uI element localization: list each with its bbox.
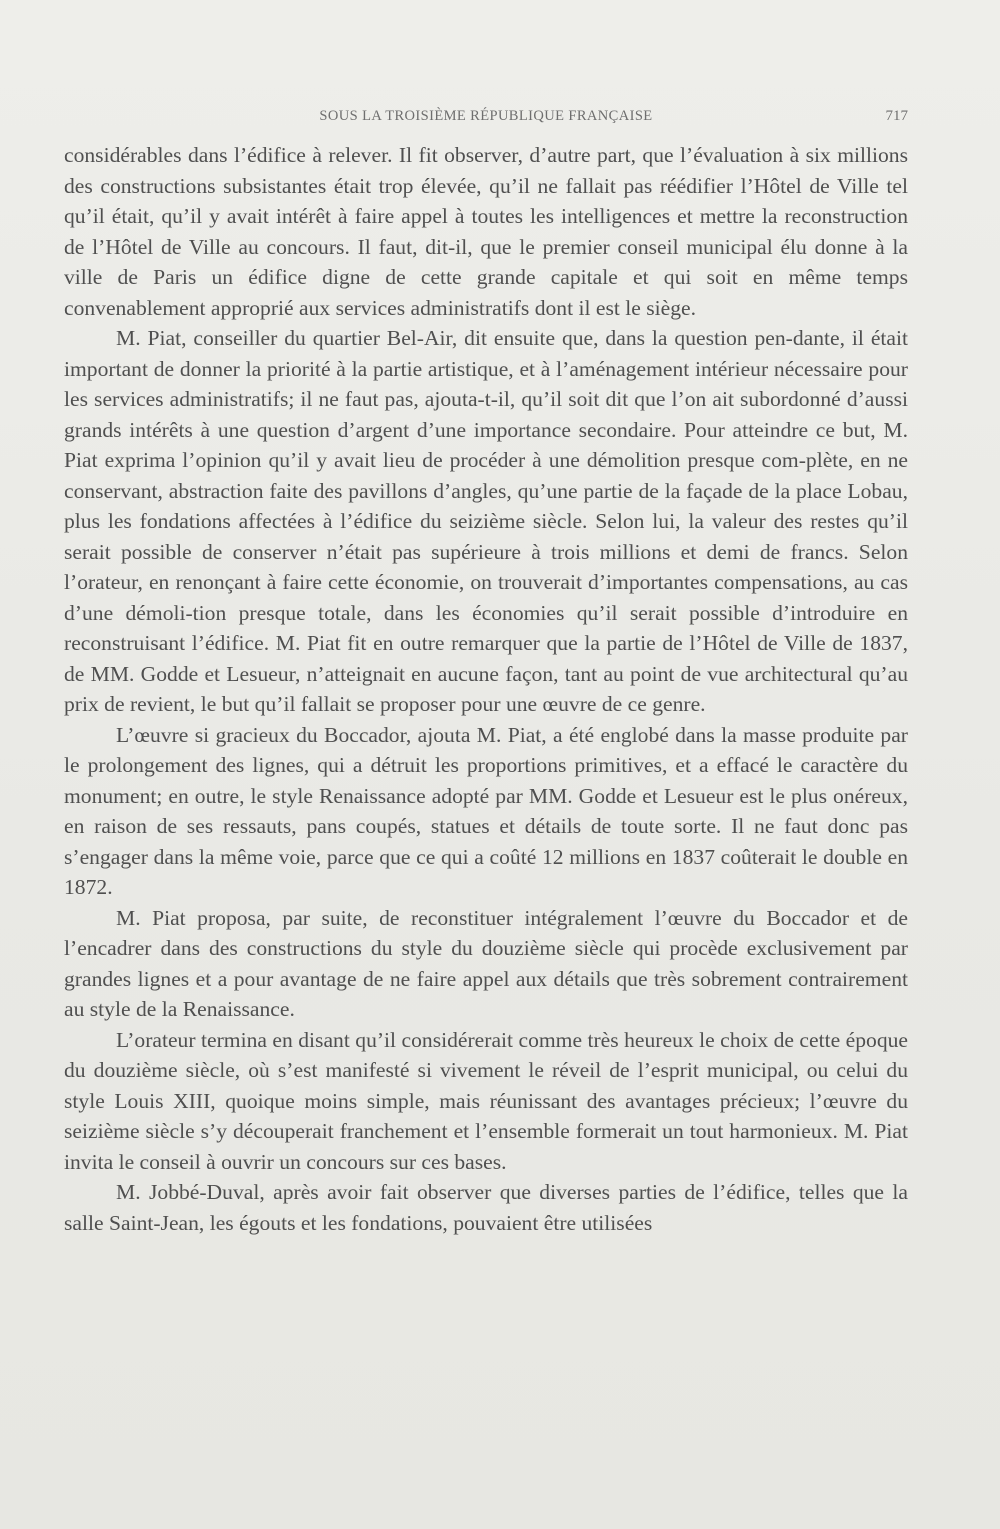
paragraph: L’orateur termina en disant qu’il considérerait comme très heureux le choix de cette époque du douzième siècle, où s’est manifesté si vivement le réveil de l’esprit municipal, ou celui du style Louis XIII, quoique moins simple, mais réunissant des avantages précieux; l’œuvre du seizième siècle s’y découperait franchement et l’ensemble formerait un tout harmonieux. M. Piat invita le conseil à ouvrir un concours sur ces bases. xyxy=(64,1027,908,1174)
paragraph: considérables dans l’édifice à relever. Il fit observer, d’autre part, que l’évaluation à six millions des constructions subsistantes était trop élevée, qu’il ne fallait pas réédifier l’Hôtel de Ville tel qu’il était, qu’il y avait intérêt à faire appel à toutes les intelligences et mettre la reconstruction de l’Hôtel de Ville au concours. Il faut, dit-il, que le premier conseil municipal élu donne à la ville de Paris un édifice digne de cette grande capitale et qui soit en même temps convenablement approprié aux services administratifs dont il est le siège. xyxy=(64,143,908,320)
page-header xyxy=(64,106,908,130)
page-number: 717 xyxy=(885,108,908,124)
body-text xyxy=(64,140,908,1238)
paragraph: M. Piat, conseiller du quartier Bel-Air, dit ensuite que, dans la question pen-dante, il était important de donner la priorité à la partie artistique, et à l’aménagement intérieur nécessaire pour les services administratifs; il ne faut pas, ajouta-t-il, qu’il soit dit que l’on ait subordonné d’aussi grands intérêts à une question d’argent d’une importance secondaire. Pour atteindre ce but, M. Piat exprima l’opinion qu’il y avait lieu de procéder à une démolition presque com-plète, en ne conservant, abstraction faite des pavillons d’angles, qu’une partie de la façade de la place Lobau, plus les fondations affectées à l’édifice du seizième siècle. Selon lui, la valeur des restes qu’il serait possible de conserver n’était pas supérieure à trois millions et demi de francs. Selon l’orateur, en renonçant à faire cette économie, on trouverait d’importantes compensations, au cas d’une démoli-tion presque totale, dans les économies qu’il serait possible d’introduire en reconstruisant l’édifice. M. Piat fit en outre remarquer que la partie de l’Hôtel de Ville de 1837, de MM. Godde et Lesueur, n’atteignait en aucune façon, tant au point de vue architectural qu’au prix de revient, le but qu’il fallait se proposer pour une œuvre de ce genre. xyxy=(64,326,908,716)
paragraph: M. Piat proposa, par suite, de reconstituer intégralement l’œuvre du Boccador et de l’encadrer dans des constructions du style du douzième siècle qui procède exclusivement par grandes lignes et a pour avantage de ne faire appel aux détails que très sobrement contrairement au style de la Renaissance. xyxy=(64,905,908,1021)
paragraph: M. Jobbé-Duval, après avoir fait observer que diverses parties de l’édifice, telles que la salle Saint-Jean, les égouts et les fondations, pouvaient être utilisées xyxy=(64,1180,908,1235)
paragraph: L’œuvre si gracieux du Boccador, ajouta M. Piat, a été englobé dans la masse produite par le prolongement des lignes, qui a détruit les proportions primitives, et a effacé le caractère du monument; en outre, le style Renaissance adopté par MM. Godde et Lesueur est le plus onéreux, en raison de ses ressauts, pans coupés, statues et détails de toute sorte. Il ne faut donc pas s’engager dans la même voie, parce que ce qui a coûté 12 millions en 1837 coûterait le double en 1872. xyxy=(64,722,908,899)
running-title: SOUS LA TROISIÈME RÉPUBLIQUE FRANÇAISE xyxy=(319,108,653,124)
